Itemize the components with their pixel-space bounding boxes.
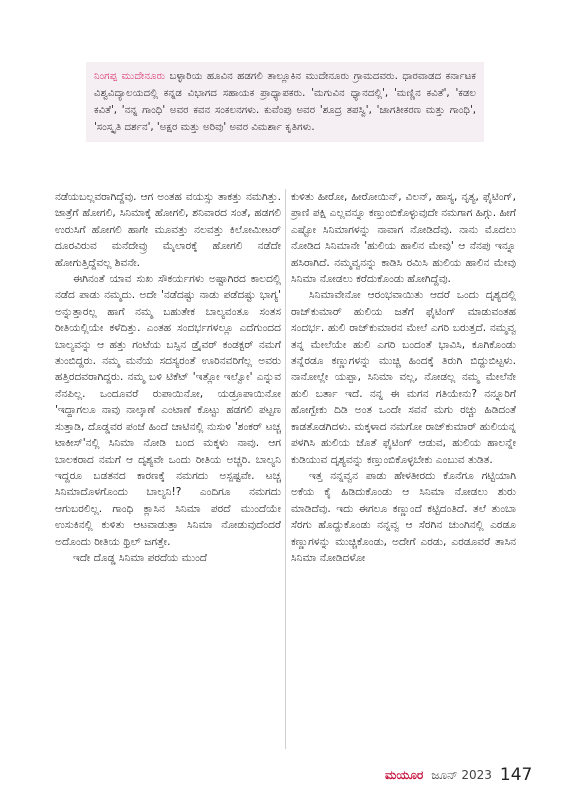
left-paragraph-2: ಈಗಿನಂತೆ ಯಾವ ಸುಖ ಸೌಕರ್ಯಗಳು ಅಷ್ಟಾಗಿರದ ಕಾಲದಲ್ಲಿ ನಡೆದ ಪಾಡು ನಮ್ಮದು. ಅದೇ 'ನಡೆದಷ್ಟು ನಾಡು ಪಡೆದಷ್ಟು ಭಾಗ್ಯ' ಅನ್ನುತ್ತಾರಲ್ಲ ಹಾಗೆ ನಮ್ಮ ಬಹುತೇಕ ಬಾಲ್ಯವಂತೂ ಸಂತಸ ರೀತಿಯಲ್ಲಿಯೇ ಕಳೆದಿತ್ತು. ಎಂತಹ ಸಂದರ್ಭಗಳಲ್ಲೂ ಎದೆಗುಂದದ ಬಾಲ್ಯವನ್ನು ಆ ಹತ್ತು ಗಂಟೆಯ ಬಸ್ಸಿನ ಡ್ರೈವರ್ ಕಂಡಕ್ಟರ್ ನಮಗೆ ತುಂಬಿದ್ದರು. ನಮ್ಮ ಮನೆಯ ಸದಸ್ಯರಂತೆ ಊರಿನವರಿಗೆಲ್ಲ ಅವರು ಹತ್ತಿರದವರಾಗಿದ್ದರು. ನಮ್ಮ ಬಳಿ ಟಿಕೆಟ್ 'ಇತ್ಲೋ ಇಲ್ವೋ' ಎನ್ನುವ ನೆನಪಿಲ್ಲ. ಒಂದೂವರೆ ರುಪಾಯಿನೋ, ಯಡ್ರೂಪಾಯಿನೋ 'ಇದ್ದಾಗಲೂ ನಾವು ನಾಲ್ಕಾಣೆ ಎಂಟಾಣೆ ಕೊಟ್ಟು ಹಡಗಲಿ ಪಟ್ಟಣ ಸುತ್ತಾಡಿ, ದೊಡ್ಡವರ ಪಂಜೆ ಹಿಂದೆ ಚಾಟಿನಲ್ಲಿ ನುಸುಳಿ 'ಶಂಕರ್ ಟಚ್ಚ ಟಾಕೀಸ್'ನಲ್ಲಿ ಸಿನಿಮಾ ನೋಡಿ ಬಂದ ಮಕ್ಕಳು ನಾವು. ಆಗ ಬಾಲಕರಾದ ನಮಗೆ ಆ ದೃಶ್ಯವೇ ಒಂದು ರೀತಿಯ ಅಚ್ಚರಿ. ಬಾಲ್ಯನಿ ಇದ್ದರೂ ಬಡತನದ ಕಾರಣಕ್ಕೆ ನಮಗದು ಅಸ್ಪಷ್ಟವೇ. ಟಚ್ಚ ಸಿನಿಮಾದೊಳಗೊಂದು ಬಾಲ್ಯನಿ!? ಎಂದಿಗೂ ನಮಗದು ಆಗುಬರಲಿಲ್ಲ. ಗಾಂಧಿ ಕ್ಲಾಸಿನ ಸಿನಿಮಾ ಪರದೆ ಮುಂದೆಯೇ ಉಸುಕಿನಲ್ಲಿ ಕುಳಿತು ಆಟವಾಡುತ್ತಾ ಸಿನಿಮಾ ನೋಡುವುದೆಂದರೆ ಅದೊಂದು ರೀತಿಯ ಥ್ರಿಲ್ ಜಗತ್ತೇ.: [55, 273, 281, 548]
author-name: ನಿಂಗಪ್ಪ ಮುದೇನೂರು: [94, 71, 166, 82]
author-bio: [86, 62, 484, 142]
magazine-logo: ಮಯೂರ: [385, 767, 424, 782]
column-divider: [285, 189, 286, 749]
right-paragraph-3: ಇತ್ತ ನನ್ನವ್ವನ ಪಾಡು ಹೇಳತೀರದು ಕೊನೆಗೂ ಗಟ್ಟಿಯಾಗಿ ಅಕೆಯ ಕೈ ಹಿಡಿದುಕೊಂಡು ಆ ಸಿನಿಮಾ ನೋಡಲು ಶುರು ಮಾಡಿದೆವು. ಇದು ಈಗಲೂ ಕಣ್ಣುಂದೆ ಕಟ್ಟಿದಂತಿದೆ. ತಲೆ ತುಂಬಾ ಸೆರಗು ಹೊದ್ದುಕೊಂಡು ನನ್ನವ್ವ ಆ ಸೆರಗಿನ ಚುಂಗಿನಲ್ಲಿ ಎರಡೂ ಕಣ್ಣುಗಳನ್ನು ಮುಚ್ಚಿಕೊಂಡು, ಅದೇಗೆ ಎರಡು, ಎರಡೂವರೆ ತಾಸಿನ ಸಿನಿಮಾ ನೋಡಿದಳೋ: [291, 469, 516, 564]
right-column: [291, 189, 516, 566]
left-paragraph-1: ನಡೆಯಬಲ್ಲವರಾಗಿದ್ದೆವು. ಆಗ ಅಂತಹ ವಯಸ್ಸು ತಾಕತ್ತು ನಮಗಿತ್ತು. ಜಾತ್ರೆಗೆ ಹೋಗಲಿ, ಸಿನಿಮಾಕ್ಕೆ ಹೋಗಲಿ, ಶನಿವಾರದ ಸಂತೆ, ಹಡಗಲಿ ಉರುಸಿಗೆ ಹೋಗಲಿ ಹಾಗೇ ಮೂವತ್ತು ನಲವತ್ತು ಕಿಲೋಮೀಟರ್ ದೂರವಿರುವ ಮನೆದೇವ್ರು ಮೈಲಾರಕ್ಕೆ ಹೋಗಲಿ ನಡೆದೇ ಹೋಗುತ್ತಿದ್ದೆವಲ್ಲ ಶಿವನೇ.: [55, 191, 281, 269]
right-paragraph-1: ಕುಳಿತು ಹೀರೋ, ಹೀರೋಯಿನ್, ವಿಲನ್, ಹಾಸ್ಯ, ನೃತ್ಯ, ಫೈಟಿಂಗ್, ಪ್ರಾಣಿ ಪಕ್ಷಿ ಎಲ್ಲವನ್ನೂ ಕಣ್ತುಂಬಿಕೊಳ್ಳುವುದೇ ನಮಗಾಗ ಹಿಗ್ಗು. ಹೀಗೆ ಎಷ್ಟೋ ಸಿನಿಮಾಗಳನ್ನು ನಾವಾಗ ನೋಡಿದೆವು. ನಾನು ಮೊದಲು ನೋಡಿದ ಸಿನಿಮಾನೇ 'ಹುಲಿಯ ಹಾಲಿನ ಮೇವು' ಆ ನೆನಪು ಇನ್ನೂ ಹಸಿರಾಗಿದೆ. ನಮ್ಮವ್ವನನ್ನು ಕಾಡಿಸಿ ರಮಿಸಿ ಹುಲಿಯ ಹಾಲಿನ ಮೇವು ಸಿನಿಮಾ ನೋಡಲು ಕರೆದುಕೊಂಡು ಹೋಗಿದ್ದೆವು.: [291, 191, 516, 286]
page-footer: [385, 760, 532, 790]
page-number: 147: [499, 765, 533, 785]
author-bio-text: ಬಳ್ಳಾರಿಯ ಹೂವಿನ ಹಡಗಲಿ ತಾಲ್ಲೂಕಿನ ಮುದೇನೂರು ಗ್ರಾಮದವರು. ಧಾರವಾಡದ ಕರ್ನಾಟಕ ವಿಶ್ವವಿದ್ಯಾಲಯದಲ್ಲಿ ಕನ್ನಡ ವಿಭಾಗದ ಸಹಾಯಕ ಪ್ರಾಧ್ಯಾಪಕರು. 'ಮಗುವಿನ ಧ್ಯಾನದಲ್ಲಿ', 'ಮಣ್ಣಿನ ಕವಿತೆ', 'ಕಡಲ ಕವಿತೆ', 'ನನ್ನ ಗಾಂಧಿ' ಅವರ ಕವನ ಸಂಕಲನಗಳು. ಕುವೆಂಪು ಅವರ 'ಶೂದ್ರ ತಪಸ್ವಿ', 'ಜಾಗತೀಕರಣ ಮತ್ತು ಗಾಂಧಿ', 'ಸಂಸ್ಕೃತಿ ದರ್ಶನ', 'ಅಕ್ಷರ ಮತ್ತು ಅರಿವು' ಅವರ ವಿಮರ್ಶಾ ಕೃತಿಗಳು.: [94, 71, 476, 133]
left-paragraph-3: ಇದೇ ದೊಡ್ಡ ಸಿನಿಮಾ ಪರದೆಯ ಮುಂದೆ: [73, 551, 208, 564]
left-column: [55, 189, 281, 566]
right-paragraph-2: ಸಿನಿಮಾವೇನೋ ಆರಂಭವಾಯಿತು ಆದರೆ ಒಂದು ದೃಶ್ಯದಲ್ಲಿ ರಾಜ್‌ಕುಮಾರ್ ಹುಲಿಯ ಜತೆಗೆ ಫೈಟಿಂಗ್ ಮಾಡುವಂತಹ ಸಂದರ್ಭ. ಹುಲಿ ರಾಜ್‌ಕುಮಾರನ ಮೇಲೆ ಎಗರಿ ಬರುತ್ತದೆ. ನಮ್ಮವ್ವ ತನ್ನ ಮೇಲೆಯೇ ಹುಲಿ ಎಗರಿ ಬಂದಂತೆ ಭಾವಿಸಿ, ಕೂಗಿಕೊಂಡು ತನ್ನೆರಡೂ ಕಣ್ಣುಗಳನ್ನು ಮುಚ್ಚಿ ಹಿಂದಕ್ಕೆ ತಿರುಗಿ ಬಿದ್ದುಬಿಟ್ಟಳು. ನಾನೋಲ್ಲೇ ಯಪ್ಪಾ, ಸಿನಿಮಾ ವಲ್ಲ, ನೋಡಲ್ಲ ನಮ್ಮ ಮೇಲೆನೇ ಹುಲಿ ಬರ್ತಾ ಇದೆ. ನನ್ನ ಈ ಮಗನ ಗತಿಯೇನು? ನನ್ನೂರಿಗೆ ಹೋಗ್ಬೇಕು ದಿಡಿ ಅಂತ ಒಂದೇ ಸವನೆ ಮಗು ರಚ್ಚು ಹಿಡಿದಂತೆ ಕಾಡತೊಡಗಿದಳು. ಮಕ್ಕಳಾದ ನಮಗೋ ರಾಜ್‌ಕುಮಾರ್ ಹುಲಿಯನ್ನ ಪಳಗಿಸಿ ಹುಲಿಯ ಜೊತೆ ಫೈಟಿಂಗ್ ಆಡುವ, ಹುಲಿಯ ಹಾಲನ್ನೇ ಕುಡಿಯುವ ದೃಶ್ಯವನ್ನು ಕಣ್ತುಂಬಿಕೊಳ್ಳಬೇಕು ಎಂಬುವ ತುಡಿತ.: [291, 289, 516, 466]
issue-date: ಜೂನ್ 2023: [431, 767, 492, 782]
